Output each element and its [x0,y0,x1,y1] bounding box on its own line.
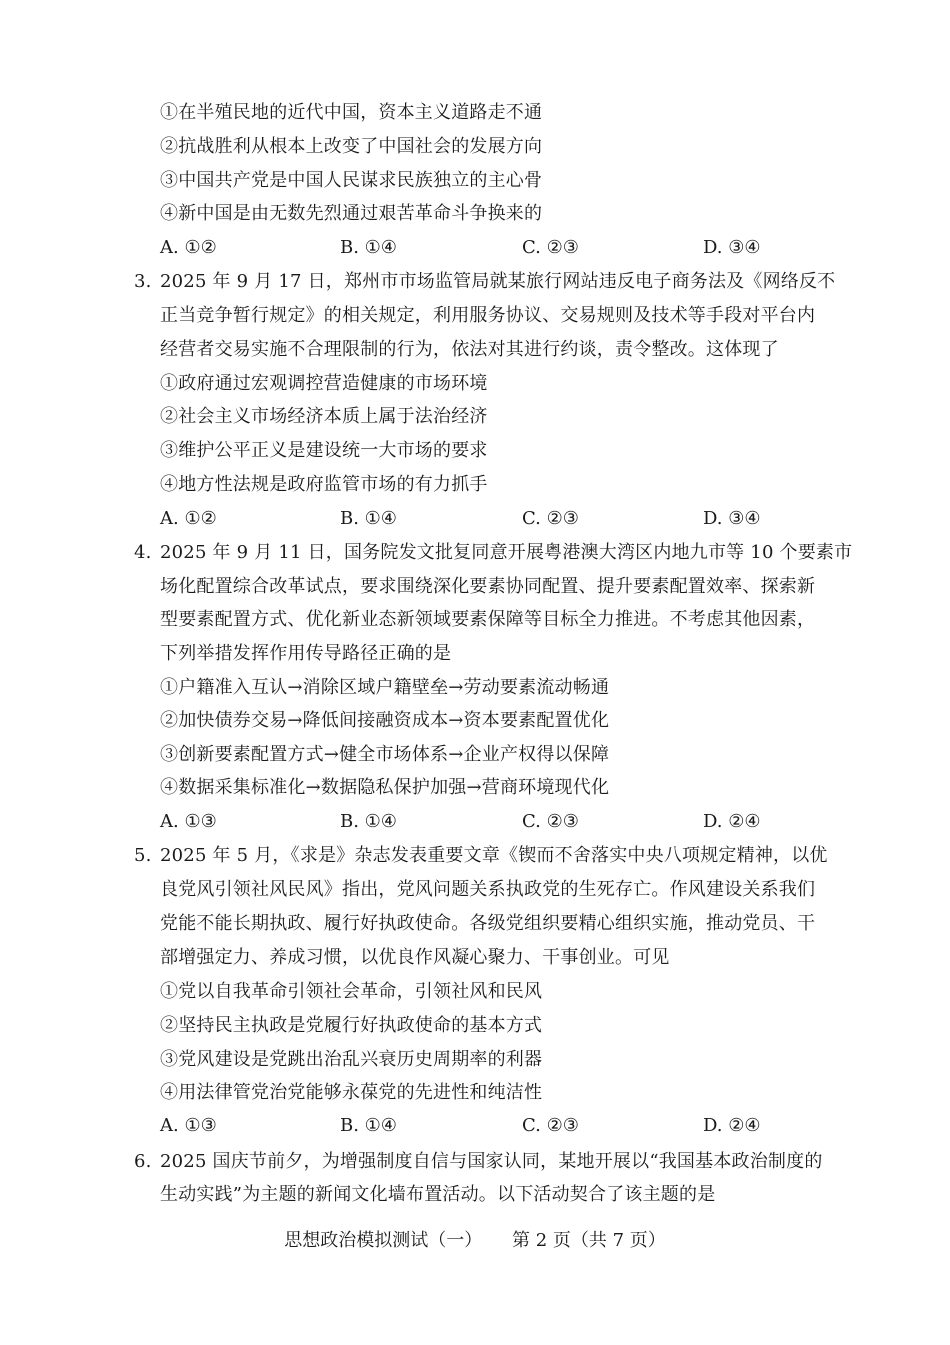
q4-option-a: A. ①③ [160,811,217,832]
q4-statement-4: ④数据采集标准化→数据隐私保护加强→营商环境现代化 [160,777,610,798]
q4-options [160,810,780,834]
q2-statement-1: ①在半殖民地的近代中国，资本主义道路走不通 [160,102,543,123]
q3-statement-3: ③维护公平正义是建设统一大市场的要求 [160,440,488,461]
q5-stem-line-3: 党能不能长期执政、履行好执政使命。各级党组织要精心组织实施，推动党员、干 [160,913,816,934]
q4-statement-2: ②加快债券交易→降低间接融资成本→资本要素配置优化 [160,710,610,731]
q5-options [160,1114,780,1138]
q2-option-c: C. ②③ [522,237,579,258]
q6-stem-line-1: 2025 国庆节前夕，为增强制度自信与国家认同，某地开展以“我国基本政治制度的 [160,1151,823,1172]
q5-statement-2: ②坚持民主执政是党履行好执政使命的基本方式 [160,1015,543,1036]
q4-option-c: C. ②③ [522,811,579,832]
q4-number: 4. [134,542,152,563]
q2-statement-3: ③中国共产党是中国人民谋求民族独立的主心骨 [160,170,543,191]
q5-statement-3: ③党风建设是党跳出治乱兴衰历史周期率的利器 [160,1049,543,1070]
q2-statement-4: ④新中国是由无数先烈通过艰苦革命斗争换来的 [160,203,543,224]
q5-option-c: C. ②③ [522,1115,579,1136]
q2-option-d: D. ③④ [703,237,761,258]
footer-subject: 思想政治模拟测试（一） [284,1230,483,1251]
q5-number: 5. [134,845,152,866]
q3-option-c: C. ②③ [522,508,579,529]
q5-stem-line-1: 2025 年 5 月，《求是》杂志发表重要文章《锲而不舍落实中央八项规定精神，以优 [160,845,828,866]
q3-stem-line-3: 经营者交易实施不合理限制的行为，依法对其进行约谈，责令整改。这体现了 [160,339,779,360]
q4-statement-1: ①户籍准入互认→消除区域户籍壁垒→劳动要素流动畅通 [160,677,610,698]
q2-option-b: B. ①④ [340,237,397,258]
q3-statement-2: ②社会主义市场经济本质上属于法治经济 [160,406,488,427]
q6-number: 6. [134,1151,152,1172]
q3-stem-line-2: 正当竞争暂行规定》的相关规定，利用服务协议、交易规则及技术等手段对平台内 [160,305,816,326]
q4-stem-line-2: 场化配置综合改革试点，要求围绕深化要素协同配置、提升要素配置效率、探索新 [160,576,816,597]
q5-stem-line-2: 良党风引领社风民风》指出，党风问题关系执政党的生死存亡。作风建设关系我们 [160,879,816,900]
q4-statement-3: ③创新要素配置方式→健全市场体系→企业产权得以保障 [160,744,610,765]
q5-option-d: D. ②④ [703,1115,761,1136]
q3-options [160,507,780,531]
q3-stem-line-1: 2025 年 9 月 17 日，郑州市市场监管局就某旅行网站违反电子商务法及《网络反不 [160,271,836,292]
q3-option-d: D. ③④ [703,508,761,529]
q4-stem-line-4: 下列举措发挥作用传导路径正确的是 [160,643,452,664]
q2-statement-2: ②抗战胜利从根本上改变了中国社会的发展方向 [160,136,543,157]
q4-option-d: D. ②④ [703,811,761,832]
q3-statement-4: ④地方性法规是政府监管市场的有力抓手 [160,474,488,495]
q4-stem-line-3: 型要素配置方式、优化新业态新领域要素保障等目标全力推进。不考虑其他因素， [160,609,816,630]
q6-stem-line-2: 生动实践”为主题的新闻文化墙布置活动。以下活动契合了该主题的是 [160,1184,716,1205]
q2-options [160,236,780,260]
q4-stem-line-1: 2025 年 9 月 11 日，国务院发文批复同意开展粤港澳大湾区内地九市等 10 个要素市 [160,542,853,563]
q3-statement-1: ①政府通过宏观调控营造健康的市场环境 [160,373,488,394]
q2-option-a: A. ①② [160,237,217,258]
q3-option-b: B. ①④ [340,508,397,529]
q5-stem-line-4: 部增强定力、养成习惯，以优良作风凝心聚力、干事创业。可见 [160,947,670,968]
q4-option-b: B. ①④ [340,811,397,832]
footer-page-number: 第 2 页（共 7 页） [511,1230,666,1251]
page-footer [0,1226,950,1252]
q3-option-a: A. ①② [160,508,217,529]
q5-statement-1: ①党以自我革命引领社会革命，引领社风和民风 [160,981,543,1002]
q3-number: 3. [134,271,152,292]
q5-statement-4: ④用法律管党治党能够永葆党的先进性和纯洁性 [160,1082,543,1103]
q5-option-a: A. ①③ [160,1115,217,1136]
q5-option-b: B. ①④ [340,1115,397,1136]
